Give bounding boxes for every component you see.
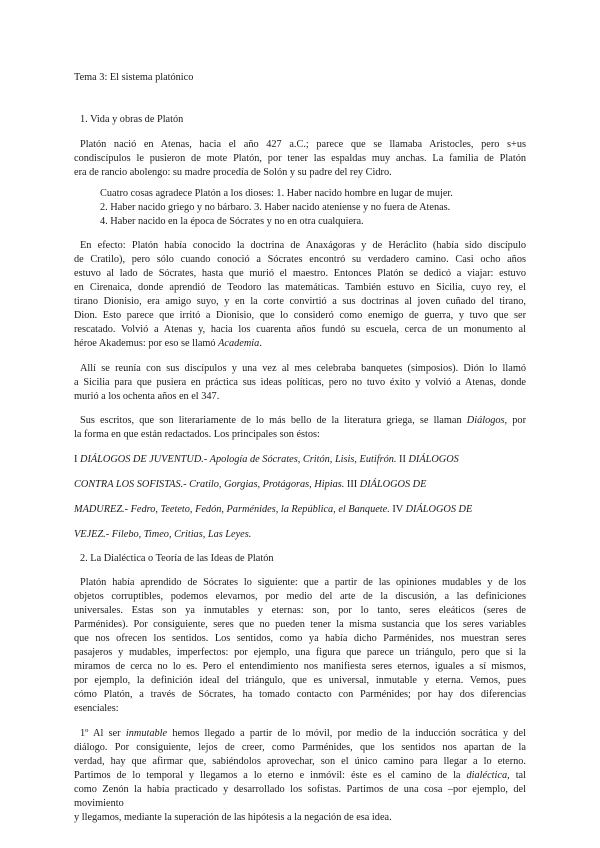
paragraph-line: Platón nació en Atenas, hacia el año 427 a.C.; parece que se llamaba Aristocles, pero s+us	[80, 139, 526, 150]
paragraph-line: En efecto: Platón había conocido la doctrina de Anaxágoras y de Heráclito (había sido discípulo	[80, 240, 526, 251]
text-run: héroe Akademus: por eso se llamó	[74, 338, 219, 349]
paragraph-line: Dion. Esto parece que irritó a Dionisio, que lo consideró como enemigo de guerra, y tuvo que ser	[74, 310, 526, 321]
italic-text: VEJEZ.- Filebo, Timeo, Critias, Las Leyes.	[74, 529, 252, 540]
paragraph-line: condiscípulos le pusieron de mote Platón, por tener las espaldas muy anchas. La familia de Platón	[74, 153, 526, 164]
italic-text: Diálogos	[466, 415, 505, 426]
paragraph-line: cómo Platón, a través de Sócrates, ha tomado contacto con Parménides; por hay dos diferencias	[74, 689, 526, 700]
italic-text: DIÁLOGOS	[408, 454, 459, 465]
paragraph-line: esenciales:	[74, 703, 119, 714]
works-line	[74, 479, 526, 491]
paragraph-line: murió a los ochenta años en el 347.	[74, 391, 220, 402]
italic-text: MADUREZ.- Fedro, Teeteto, Fedón, Parménides, la República, el Banquete.	[74, 504, 390, 515]
text-run: hemos llegado a partir de lo móvil, por medio de la inducción socrática y del	[167, 728, 526, 739]
italic-text: DIÁLOGOS DE JUVENTUD.- Apología de Sócrates, Critón, Lisis, Eutifrón.	[80, 454, 397, 465]
text-run: II	[396, 454, 409, 465]
paragraph-line: movimiento	[74, 798, 124, 809]
paragraph-line: y llegamos, mediante la superación de las hipótesis a la negación de esa idea.	[74, 812, 392, 823]
works-line	[74, 504, 526, 516]
works-line	[74, 454, 526, 466]
text-run: I	[74, 454, 81, 465]
list-item: 2. Haber nacido griego y no bárbaro. 3. Haber nacido ateniense y no fuera de Atenas.	[100, 202, 451, 213]
paragraph-line: miramos de cerca no lo es. Pero el entendimiento nos manifiesta seres eternos, iguales a sí mismos,	[74, 661, 526, 672]
paragraph-line: estuvo al lado de Sócrates, hasta que murió el maestro. Entonces Platón se dedicó a viajar: estuvo	[74, 268, 526, 279]
italic-text: dialéctica	[466, 770, 508, 781]
paragraph-line: Allí se reunía con sus discípulos y una vez al mes celebraba banquetes (simposios). Dión lo llamó	[80, 363, 526, 374]
paragraph-line: pasajeros y mudables, imperfectos: por ejemplo, una figura que parece un triángulo, pero que si la	[74, 647, 526, 658]
document-title: Tema 3: El sistema platónico	[74, 72, 194, 83]
paragraph-line: verdad, hay que afirmar que, sabiéndolos aprovechar, son el único camino para llegar a lo eterno.	[74, 756, 526, 767]
paragraph-line: a Sicilia para que pusiera en práctica sus ideas políticas, pero no tuvo éxito y volvió a Atenas, donde	[74, 377, 526, 388]
paragraph-line: Platón había aprendido de Sócrates lo siguiente: que a partir de las opiniones mudables y de los	[80, 577, 526, 588]
paragraph-line: la forma en que están redactados. Los principales son éstos:	[74, 429, 320, 440]
list-item: 4. Haber nacido en la época de Sócrates y no en otra cualquiera.	[100, 216, 364, 227]
paragraph-line: Parménides). Por consiguiente, seres que no pueden tener la misma sustancia que los seres variables	[74, 619, 526, 630]
paragraph-line	[80, 728, 526, 740]
text-run: , tal	[507, 770, 526, 781]
paragraph-line: objetos corruptibles, podemos elevarnos, por medio del arte de la discusión, a las definiciones	[74, 591, 526, 602]
paragraph-line	[80, 415, 526, 427]
text-run: .	[259, 338, 262, 349]
paragraph-line: universales. Estas son ya inmutables y eternas: son, por lo tanto, seres eleáticos (seres de	[74, 605, 526, 616]
paragraph-line: que nos ofrecen los sentidos. Los sentidos, como ya había dicho Parménides, nos muestran seres	[74, 633, 526, 644]
text-run: 1º Al ser	[80, 728, 126, 739]
text-run: Sus escritos, que son literariamente de lo más bello de la literatura griega, se llaman	[80, 415, 467, 426]
text-run: III	[344, 479, 360, 490]
paragraph-line: de Cratilo), pero sólo cuando conoció a Sócrates encontró su verdadero camino. Casi ocho años	[74, 254, 526, 265]
paragraph-line: era de rancio abolengo: su madre procedía de Solón y su padre del rey Cidro.	[74, 167, 392, 178]
paragraph-line: tirano Dionisio, era amigo suyo, y en la corte convirtió a sus doctrinas al joven cuñado del tirano,	[74, 296, 526, 307]
paragraph-line: diálogo. Por consiguiente, lejos de creer, como Parménides, que los sentidos nos apartan de la	[74, 742, 526, 753]
text-run: IV	[389, 504, 406, 515]
works-line	[74, 529, 526, 541]
italic-text: inmutable	[125, 728, 168, 739]
section-heading-1: 1. Vida y obras de Platón	[80, 114, 184, 125]
text-run: , por	[504, 415, 527, 426]
list-item: Cuatro cosas agradece Platón a los dioses: 1. Haber nacido hombre en lugar de mujer.	[100, 188, 453, 199]
paragraph-line: por ejemplo, la definición ideal del triángulo, que es universal, inmutable y eterna. Vemos, pues	[74, 675, 526, 686]
italic-text: Academia	[218, 338, 260, 349]
italic-text: DIÁLOGOS DE	[405, 504, 473, 515]
italic-text: DIÁLOGOS DE	[359, 479, 427, 490]
text-run: Partimos de lo temporal y llegamos a lo eterno e inmóvil: éste es el camino de la	[74, 770, 467, 781]
paragraph-line	[74, 338, 526, 350]
paragraph-line: rescatado. Volvió a Atenas y, hacia los cuarenta años fundó su escuela, cerca de un monumento al	[74, 324, 526, 335]
paragraph-line	[74, 770, 526, 782]
section-heading-2: 2. La Dialéctica o Teoría de las Ideas de Platón	[80, 553, 274, 564]
paragraph-line: en Cirenaica, donde aprendió de Teodoro las matemáticas. También estuvo en Sicilia, cuyo rey, el	[74, 282, 526, 293]
italic-text: CONTRA LOS SOFISTAS.- Cratilo, Gorgias, Protágoras, Hipias.	[74, 479, 345, 490]
paragraph-line: como Zenón la había practicado y desarrollado los sofistas. Partimos de una cosa –por ejemplo, del	[74, 784, 526, 795]
